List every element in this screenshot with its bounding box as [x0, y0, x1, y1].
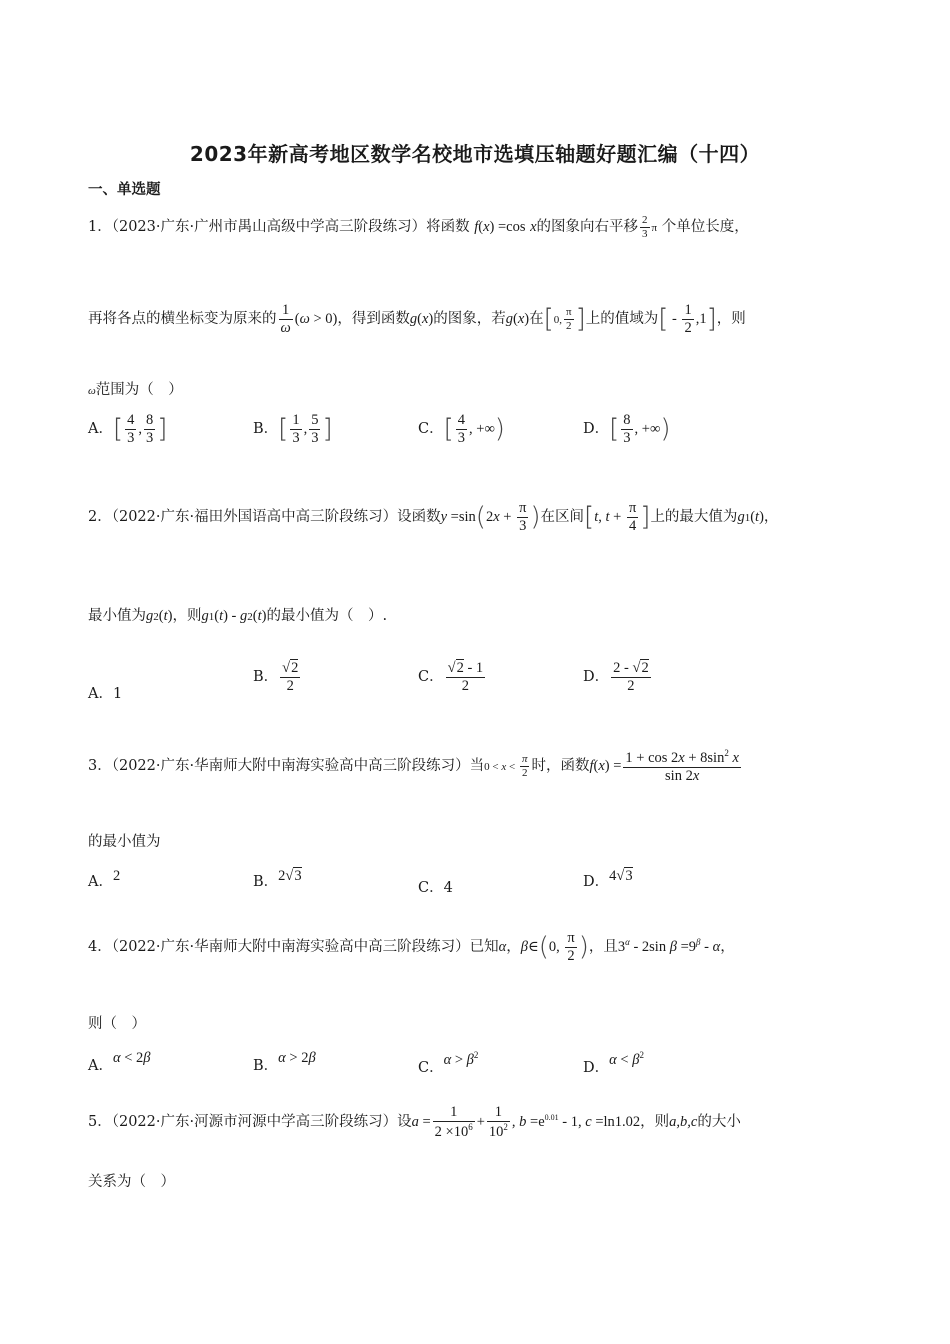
question-5-line-1: 5．（2022·广东·河源市河源中学高三阶段练习）设a = $\frac{1}{2 \times 10^6}$ + $\frac{1}{10^2}$ , $b =e^{0.01} - 1$, c =ln1.02，则a,b,c的大小	[88, 1104, 741, 1140]
question-1-line-3: ω范围为（ ）	[88, 382, 183, 398]
q2-option-c[interactable]: C． $\frac{√2 - 1}{2}$	[418, 660, 484, 694]
q1-option-c[interactable]: C．[ $\frac{4}{3}$ , +∞)	[418, 412, 505, 446]
question-3-line-1: 3．（2022·广东·华南师大附中南海实验高中高三阶段练习）当0 < x < $\frac{\pi}{2}$ 时，函数f(x) = $\frac{1 + \cos 2x + 8\sin^2 x}{\sin 2x}$	[88, 748, 739, 784]
q3-option-d[interactable]: D．4√3	[583, 868, 633, 890]
question-2-line-1: 2．（2022·广东·福田外国语高中高三阶段练习）设函数y =sin(2x + $\frac{\pi}{3}$ )在区间[t, t + $\frac{\pi}{4}$ ]上的最大值为g1(t)，	[88, 500, 779, 534]
q4-option-a[interactable]: A．α < 2β	[88, 1050, 151, 1074]
question-1-line-1: 1．（2023·广东·广州市禺山高级中学高三阶段练习）将函数 f(x) =cos x的图象向右平移 $\frac{2}{3}$ π 个单位长度，	[88, 214, 749, 240]
q1-option-b[interactable]: B．[ $\frac{1}{3}$ , $\frac{5}{3}$ ]	[253, 412, 333, 446]
section-heading: 一、单选题	[88, 182, 161, 198]
q1-option-a[interactable]: A．[ $\frac{4}{3}$ , $\frac{8}{3}$ ]	[88, 412, 168, 446]
question-3-line-2: 的最小值为	[88, 834, 161, 850]
question-5-line-2: 关系为（ ）	[88, 1174, 175, 1190]
q3-option-b[interactable]: B．2√3	[253, 868, 302, 890]
question-4-line-1: 4．（2022·广东·华南师大附中南海实验高中高三阶段练习）已知α，β∈(0, $\frac{\pi}{2}$ )，且$3^\alpha - 2\sin$ $\beta =9^\beta - \alpha$，	[88, 930, 735, 964]
q4-option-d[interactable]: D．$\alpha < \beta^2$	[583, 1050, 644, 1076]
q2-option-d[interactable]: D． $\frac{2 - √2}{2}$	[583, 660, 649, 694]
q2-option-b[interactable]: B． $\frac{√2}{2}$	[253, 660, 299, 694]
q2-option-a[interactable]: A．1	[88, 686, 123, 702]
q3-option-c[interactable]: C．4	[418, 880, 453, 896]
q4-option-c[interactable]: C．$\alpha > \beta^2$	[418, 1050, 479, 1076]
q4-option-b[interactable]: B．α > 2β	[253, 1050, 316, 1074]
q3-option-a[interactable]: A．2	[88, 868, 121, 890]
question-2-line-2: 最小值为g2(t)，则g1(t) - g2(t)的最小值为（ ）.	[88, 608, 388, 624]
question-1-line-2: 再将各点的横坐标变为原来的 $\frac{1}{\omega}$ (ω > 0)，得到函数g(x)的图象，若g(x)在[0, $\frac{\pi}{2}$ ]上的值域为[ - $\frac{1}{2}$ ,1]，则	[88, 302, 746, 336]
page-title: 2023年新高考地区数学名校地市选填压轴题好题汇编（十四）	[189, 142, 761, 166]
q1-option-d[interactable]: D．[ $\frac{8}{3}$ , +∞)	[583, 412, 671, 446]
question-4-line-2: 则（ ）	[88, 1016, 146, 1032]
